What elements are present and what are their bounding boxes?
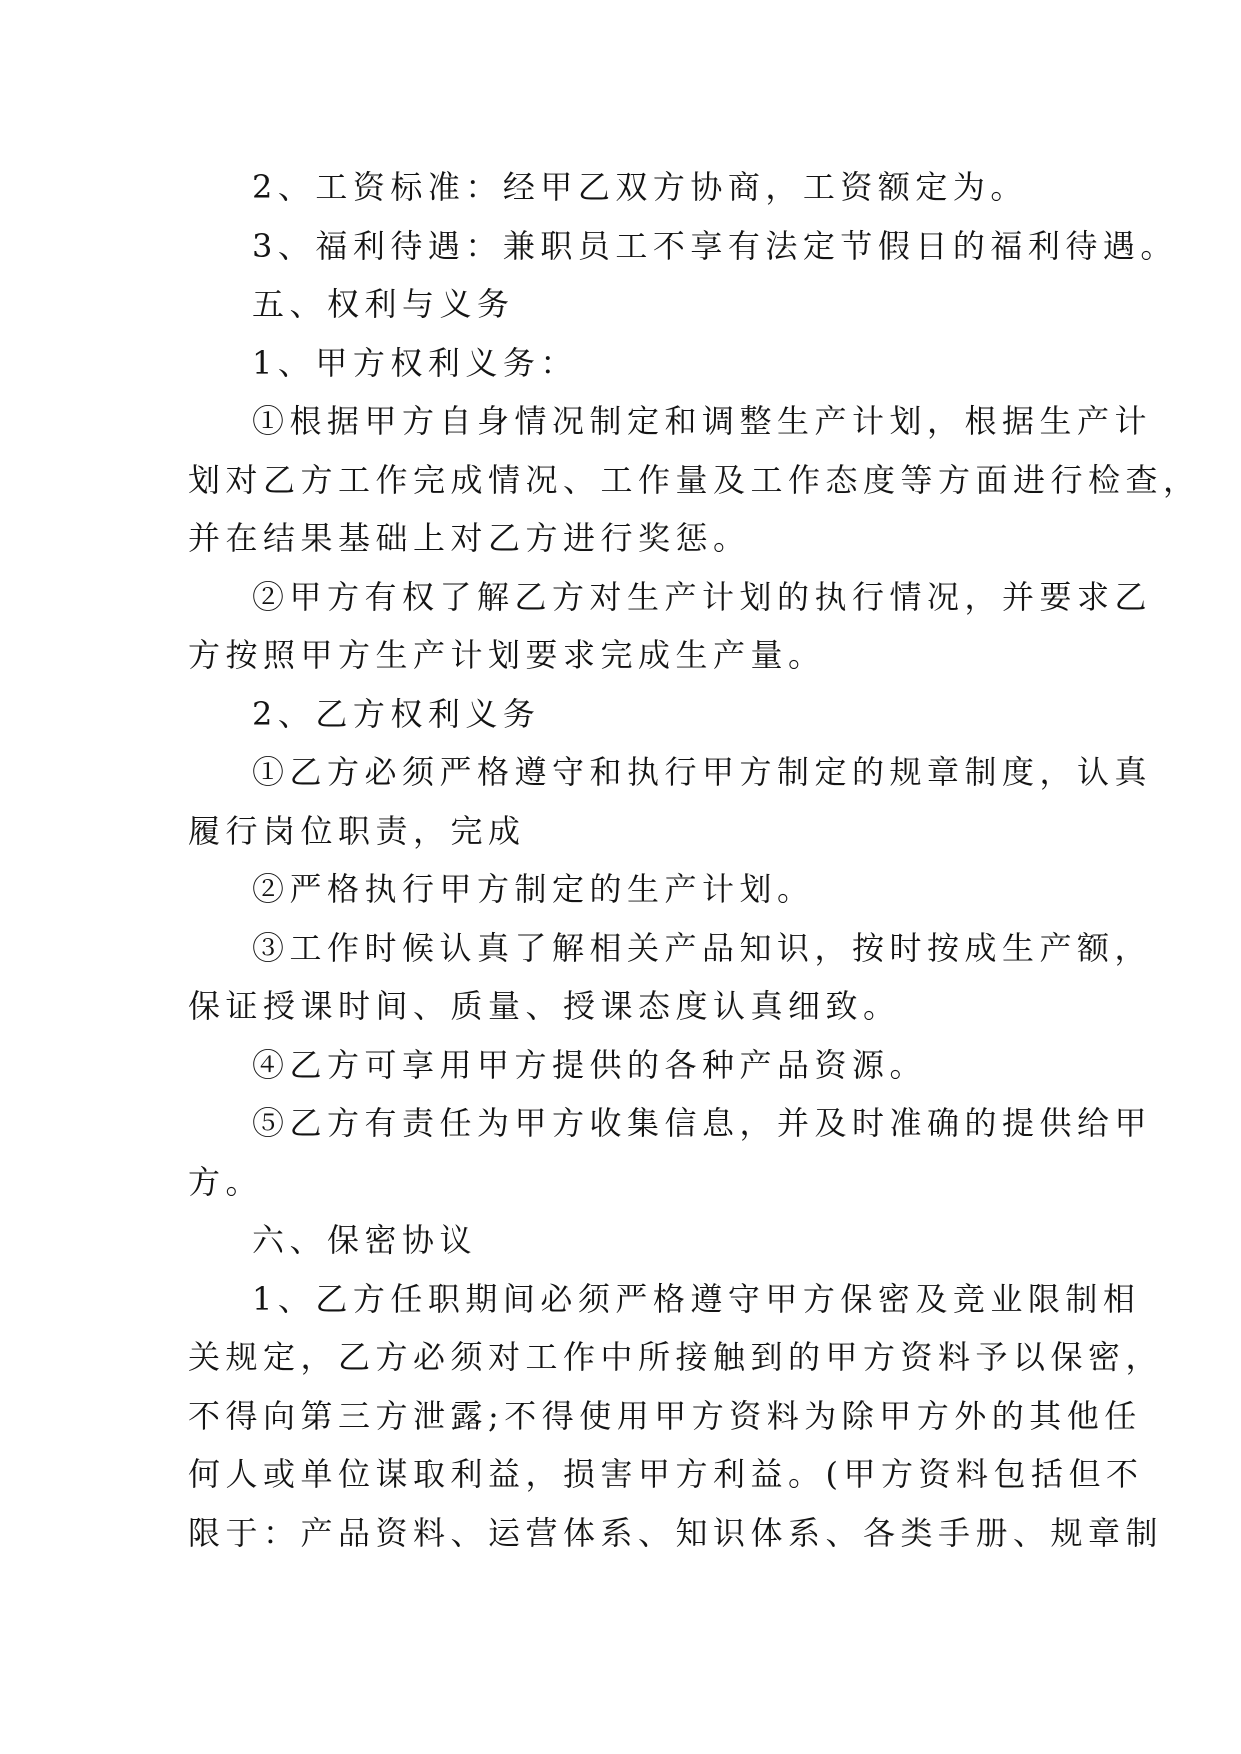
text-line: ②甲方有权了解乙方对生产计划的执行情况，并要求乙 bbox=[252, 577, 1153, 616]
text-line: 方。 bbox=[188, 1162, 264, 1201]
paragraph bbox=[188, 1094, 1153, 1211]
text-line: ①乙方必须严格遵守和执行甲方制定的规章制度，认真 bbox=[252, 753, 1153, 791]
paragraph bbox=[188, 860, 1068, 919]
text-line: 何人或单位谋取利益，损害甲方利益。(甲方资料包括但不 bbox=[188, 1455, 1144, 1493]
text-line: 履行岗位职责，完成 bbox=[188, 811, 526, 850]
text-line: ②严格执行甲方制定的生产计划。 bbox=[252, 870, 815, 908]
text-line: 并在结果基础上对乙方进行奖惩。 bbox=[188, 519, 751, 557]
text-line: 3、福利待遇：兼职员工不享有法定节假日的福利待遇。 bbox=[252, 226, 1178, 265]
text-line: ③工作时候认真了解相关产品知识，按时按成生产额， bbox=[252, 928, 1153, 967]
paragraph bbox=[188, 919, 1153, 1036]
text-line: ⑤乙方有责任为甲方收集信息，并及时准确的提供给甲 bbox=[252, 1104, 1153, 1142]
paragraph bbox=[188, 158, 1068, 217]
text-line: 划对乙方工作完成情况、工作量及工作态度等方面进行检查， bbox=[188, 460, 1201, 499]
paragraph bbox=[188, 1036, 1068, 1095]
paragraph bbox=[188, 743, 1153, 860]
text-line: 五、权利与义务 bbox=[252, 285, 515, 323]
paragraph bbox=[188, 1211, 1068, 1270]
text-line: 1、甲方权利义务： bbox=[252, 343, 578, 382]
paragraph bbox=[188, 1270, 1164, 1563]
text-line: 保证授课时间、质量、授课态度认真细致。 bbox=[188, 987, 901, 1025]
text-line: ④乙方可享用甲方提供的各种产品资源。 bbox=[252, 1045, 928, 1084]
text-line: ①根据甲方自身情况制定和调整生产计划，根据生产计 bbox=[252, 402, 1153, 440]
text-line: 不得向第三方泄露;不得使用甲方资料为除甲方外的其他任 bbox=[188, 1396, 1142, 1435]
text-line: 2、工资标准：经甲乙双方协商，工资额定为。 bbox=[252, 168, 1028, 206]
text-line: 1、乙方任职期间必须严格遵守甲方保密及竞业限制相 bbox=[252, 1279, 1141, 1318]
paragraph bbox=[188, 334, 1068, 393]
text-line: 限于：产品资料、运营体系、知识体系、各类手册、规章制 bbox=[188, 1513, 1164, 1552]
paragraph bbox=[188, 275, 1068, 334]
text-line: 关规定，乙方必须对工作中所接触到的甲方资料予以保密， bbox=[188, 1338, 1164, 1376]
text-line: 六、保密协议 bbox=[252, 1221, 478, 1259]
text-line: 方按照甲方生产计划要求完成生产量。 bbox=[188, 636, 826, 674]
paragraph bbox=[188, 392, 1201, 568]
paragraph bbox=[188, 568, 1153, 685]
paragraph bbox=[188, 217, 1178, 276]
paragraph bbox=[188, 685, 1068, 744]
document-body bbox=[188, 158, 1201, 1562]
text-line: 2、乙方权利义务 bbox=[252, 694, 541, 733]
